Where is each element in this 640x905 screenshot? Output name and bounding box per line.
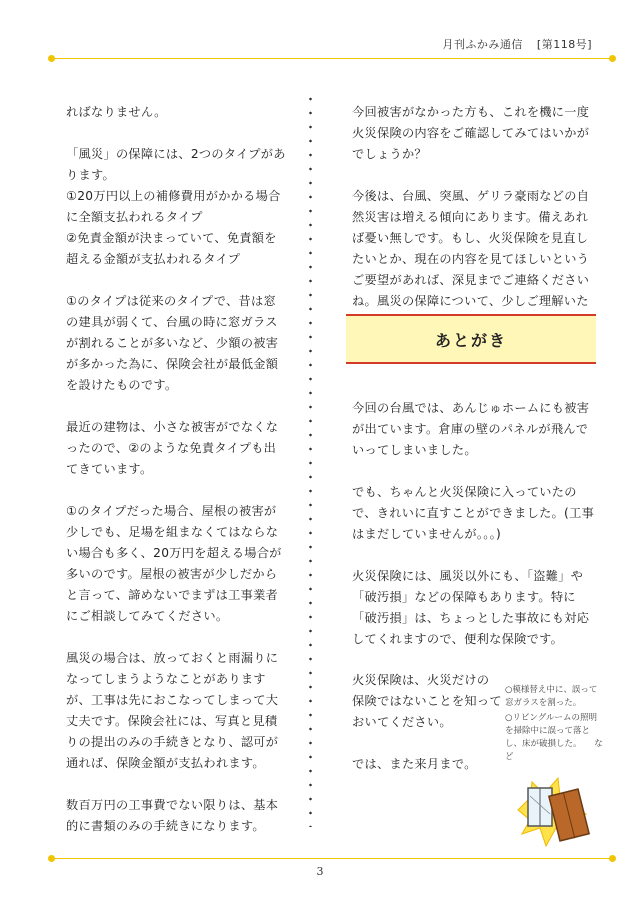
page-number: 3 xyxy=(316,865,324,878)
note-item: ○リビングルームの照明を掃除中に誤って落とし、床が破損した。 など xyxy=(505,713,603,762)
paragraph: 風災の場合は、放っておくと雨漏りになってしまうようなことがありますが、工事は先におこなってしまって大丈夫です。保険会社には、写真と見積りの提出のみの手続きとなり、認可が通れば、保険金額が支払われます。 xyxy=(66,651,279,770)
paragraph: 「風災」の保障には、2つのタイプがあります。 ①20万円以上の補修費用がかかる場合に全額支払われるタイプ ②免責金額が決まっていて、免責額を超える金額が支払われるタイプ xyxy=(66,147,286,266)
broken-window-and-cabinet-icon xyxy=(510,770,605,850)
newsletter-title: 月刊ふかみ通信 xyxy=(442,38,523,51)
paragraph: 今回の台風では、あんじゅホームにも被害が出ています。倉庫の壁のパネルが飛んでいってしまいました。 xyxy=(352,401,590,457)
paragraph: 火災保険は、火災だけの 保険ではないことを知って おいてください。 xyxy=(352,673,502,729)
paragraph: 最近の建物は、小さな被害がでなくなったので、②のような免責タイプも出てきています。 xyxy=(66,420,279,476)
paragraph: 今後は、台風、突風、ゲリラ豪雨などの自然災害は増える傾向にあります。備えあれば憂い無しです。もし、火災保険を見直したいとか、現在の内容を見てほしいというご要望があれば、深見までご連絡くださいね。風災の保障について、少しご理解いた xyxy=(352,189,590,308)
newsletter-header xyxy=(432,36,592,52)
paragraph: 数百万円の工事費でない限りは、基本的に書類のみの手続きになります。 xyxy=(66,798,279,833)
atogaki-banner xyxy=(346,314,596,364)
paragraph: では、また来月まで。 xyxy=(352,757,477,771)
bottom-rule xyxy=(52,858,612,859)
top-rule xyxy=(52,58,612,59)
paragraph: 火災保険には、風災以外にも、「盗難」や「破汚損」などの保障もあります。特に「破汚損」は、ちょっとした事故にも対応してくれますので、便利な保険です。 xyxy=(352,569,590,646)
atogaki-title: あとがき xyxy=(434,330,507,350)
paragraph: ればなりません。 xyxy=(66,105,167,119)
column-divider xyxy=(309,92,312,827)
examples-note xyxy=(505,684,605,766)
note-item: ○模様替え中に、誤って窓ガラスを割った。 xyxy=(505,685,598,708)
paragraph: 今回被害がなかった方も、これを機に一度火災保険の内容をご確認してみてはいかがでしょうか？ xyxy=(352,105,590,161)
left-column xyxy=(66,102,286,858)
closing-column xyxy=(352,670,502,796)
paragraph: ①のタイプだった場合、屋根の被害が少しでも、足場を組まなくてはならない場合も多く、20万円を超える場合が多いのです。屋根の被害が少しだからと言って、諦めないでまずは工事業者にご相談してみてください。 xyxy=(66,504,282,623)
paragraph: でも、ちゃんと火災保険に入っていたので、きれいに直すことができました。(工事はまだしていませんが。。。) xyxy=(352,485,595,541)
paragraph: ①のタイプは従来のタイプで、昔は窓の建具が弱くて、台風の時に窓ガラスが割れることが多いなど、少額の被害が多かった為に、保険会社が最低金額を設けたものです。 xyxy=(66,294,279,392)
afterword-column xyxy=(352,398,598,671)
issue-number: [第118号] xyxy=(536,38,592,51)
